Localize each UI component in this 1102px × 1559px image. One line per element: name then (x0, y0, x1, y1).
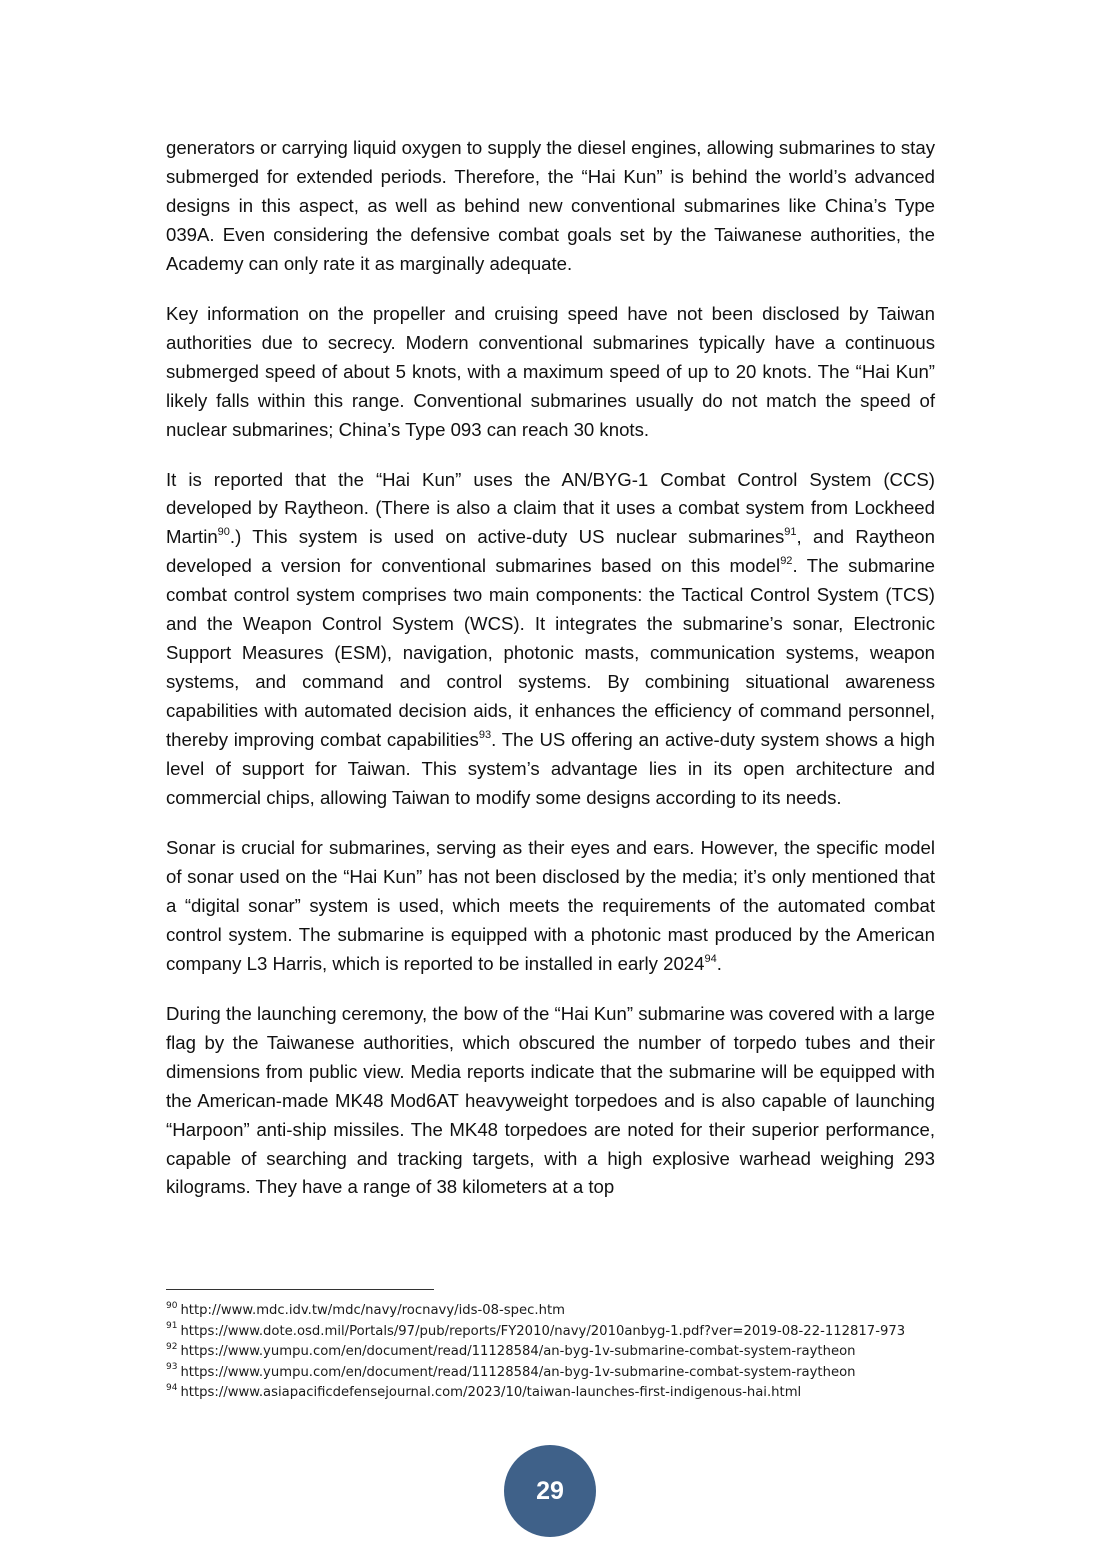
footnote (166, 1363, 935, 1384)
page-number-badge (504, 1445, 596, 1537)
paragraph-text: During the launching ceremony, the bow of the “Hai Kun” submarine was covered with a large flag by the Taiwanese authorities, which obscured the number of torpedo tubes and their dimensions from public view. Media reports indicate that the submarine will be equipped with the American-made MK48 Mod6AT heavyweight torpedoes and is also capable of launching “Harpoon” anti-ship missiles. The MK48 torpedoes are noted for their superior performance, capable of searching and tracking targets, with a high explosive warhead weighing 293 kilograms. They have a range of 38 kilometers at a top (166, 1002, 935, 1198)
paragraph-text: . The submarine combat control system comprises two main components: the Tactical Control System (TCS) and the Weapon Control System (WCS). It integrates the submarine’s sonar, Electronic Support Measures (ESM), navigation, photonic masts, communication systems, weapon systems, and command and control systems. By combining situational awareness capabilities with automated decision aids, it enhances the efficiency of command personnel, thereby improving combat capabilities (166, 555, 935, 751)
footnote (166, 1322, 935, 1343)
footnote-link[interactable]: https://www.yumpu.com/en/document/read/11128584/an-byg-1v-submarine-combat-system-raytheon (180, 1364, 856, 1380)
paragraph-text: , and Raytheon developed a version for conventional submarines based on this model (166, 526, 935, 577)
footnote-number: 92 (166, 1341, 178, 1352)
footnote-number: 93 (166, 1362, 178, 1373)
body-text (166, 134, 935, 1223)
paragraph-text: . The US offering an active-duty system shows a high level of support for Taiwan. This system’s advantage lies in its open architecture and commercial chips, allowing Taiwan to modify some designs according to its needs. (166, 729, 935, 809)
paragraph (166, 134, 935, 279)
paragraph-text: .) This system is used on active-duty US nuclear submarines (229, 526, 785, 548)
paragraph-text: Key information on the propeller and cruising speed have not been disclosed by Taiwan authorities due to secrecy. Modern conventional submarines typically have a continuous submerged speed of about 5 knots, with a maximum speed of up to 20 knots. The “Hai Kun” likely falls within this range. Conventional submarines usually do not match the speed of nuclear submarines; China’s Type 093 can reach 30 knots. (166, 302, 935, 440)
paragraph (166, 834, 935, 979)
footnote (166, 1301, 935, 1322)
footnote-ref[interactable]: 91 (784, 526, 797, 539)
paragraph (166, 300, 935, 445)
footnote (166, 1342, 935, 1363)
footnote-link[interactable]: https://www.asiapacificdefensejournal.com/2023/10/taiwan-launches-first-indigenous-hai.html (180, 1385, 802, 1400)
footnote-ref[interactable]: 92 (780, 555, 793, 568)
footnote-separator (166, 1289, 434, 1290)
paragraph-text: It is reported that the “Hai Kun” uses the AN/BYG-1 Combat Control System (CCS) developed by Raytheon. (There is also a claim that it uses a combat system from Lockheed Martin (166, 468, 935, 548)
paragraph (166, 466, 935, 813)
footnote-link[interactable]: https://www.yumpu.com/en/document/read/11128584/an-byg-1v-submarine-combat-system-raytheon (180, 1344, 856, 1359)
footnotes (166, 1301, 935, 1404)
footnote-link[interactable]: https://www.dote.osd.mil/Portals/97/pub/reports/FY2010/navy/2010anbyg-1.pdf?ver=2019-08-22-112817-973 (180, 1323, 906, 1339)
footnote-ref[interactable]: 93 (478, 728, 492, 741)
footnote-number: 90 (166, 1300, 178, 1311)
paragraph-text: generators or carrying liquid oxygen to supply the diesel engines, allowing submarines to stay submerged for extended periods. Therefore, the “Hai Kun” is behind the world’s advanced designs in this aspect, as well as behind new conventional submarines like China’s Type 039A. Even considering the defensive combat goals set by the Taiwanese authorities, the Academy can only rate it as marginally adequate. (166, 137, 935, 274)
footnote-number: 94 (166, 1382, 178, 1393)
paragraph-text: . (716, 952, 722, 974)
footnote (166, 1383, 935, 1404)
footnote-number: 91 (166, 1321, 178, 1332)
footnote-link[interactable]: http://www.mdc.idv.tw/mdc/navy/rocnavy/ids-08-spec.htm (180, 1303, 565, 1318)
paragraph-text: Sonar is crucial for submarines, serving as their eyes and ears. However, the specific model of sonar used on the “Hai Kun” has not been disclosed by the media; it’s only mentioned that a “digital sonar” system is used, which meets the requirements of the automated combat control system. The submarine is equipped with a photonic mast produced by the American company L3 Harris, which is reported to be installed in early 2024 (166, 836, 935, 974)
footnote-ref[interactable]: 94 (704, 952, 717, 965)
footnote-ref[interactable]: 90 (217, 526, 230, 539)
paragraph (166, 1000, 935, 1203)
page-number: 29 (536, 1476, 564, 1505)
